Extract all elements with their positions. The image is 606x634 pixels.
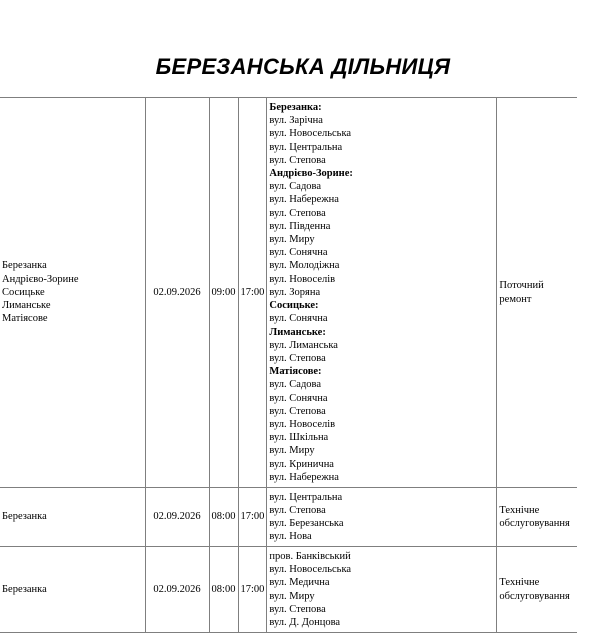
village-name: Андрієво-Зорине — [2, 273, 79, 285]
village-name: Матіясове — [2, 313, 48, 325]
streets-cell — [267, 488, 497, 547]
street-name: вул. Степова — [269, 154, 326, 166]
villages-cell — [0, 98, 145, 488]
time-from-cell: 08:00 — [209, 547, 238, 633]
street-name: вул. Миру — [269, 445, 315, 457]
streets-cell — [267, 98, 497, 488]
street-name: вул. Зарічна — [269, 115, 323, 127]
street-name: вул. Набережна — [269, 194, 339, 206]
date-cell: 02.09.2026 — [145, 547, 209, 633]
village-name: Лиманське — [2, 300, 51, 312]
work-type-text: Технічне — [499, 504, 540, 516]
settlement-heading: Березанка: — [269, 102, 322, 114]
street-name: вул. Степова — [269, 603, 326, 615]
street-name: вул. Степова — [269, 352, 326, 364]
street-name: вул. Лиманська — [269, 339, 338, 351]
street-name: вул. Сонячна — [269, 313, 328, 325]
work-type-cell — [497, 488, 577, 547]
page-title: БЕРЕЗАНСЬКА ДІЛЬНИЦЯ — [155, 54, 451, 79]
table-row — [0, 98, 577, 488]
work-type-text: Технічне — [499, 577, 540, 589]
time-from-cell: 09:00 — [209, 98, 238, 488]
street-name: вул. Садова — [269, 181, 322, 193]
street-name: вул. Д. Донцова — [269, 616, 341, 628]
settlement-heading: Сосицьке: — [269, 300, 319, 312]
time-to-cell: 17:00 — [238, 547, 267, 633]
village-name: Березанка — [2, 511, 47, 523]
village-name: Сосицьке — [2, 286, 45, 298]
street-name: вул. Новоселів — [269, 273, 336, 285]
settlement-heading: Андрієво-Зорине: — [269, 168, 353, 180]
date-cell: 02.09.2026 — [145, 98, 209, 488]
settlement-heading: Лиманське: — [269, 326, 326, 338]
street-name: вул. Шкільна — [269, 432, 329, 444]
street-name: вул. Миру — [269, 590, 315, 602]
work-type-text: обслуговування — [499, 518, 570, 529]
work-type-cell — [497, 98, 577, 488]
street-name: вул. Степова — [269, 504, 326, 516]
street-name: вул. Молодіжна — [269, 260, 340, 272]
street-name: вул. Садова — [269, 379, 322, 391]
street-name: вул. Зоряна — [269, 286, 321, 298]
streets-cell — [267, 547, 497, 633]
street-name: вул. Сонячна — [269, 392, 328, 404]
street-name: вул. Миру — [269, 234, 315, 246]
street-name: вул. Кринична — [269, 458, 334, 470]
date-cell: 02.09.2026 — [145, 488, 209, 547]
street-name: вул. Степова — [269, 405, 326, 417]
work-type-text: Поточний — [499, 280, 544, 292]
outage-schedule-table — [0, 97, 577, 633]
street-name: вул. Нова — [269, 531, 312, 543]
time-to-cell: 17:00 — [238, 488, 267, 547]
street-name: вул. Медична — [269, 577, 330, 589]
table-row — [0, 547, 577, 633]
street-name: вул. Центральна — [269, 141, 343, 153]
village-name: Березанка — [2, 583, 47, 595]
time-from-cell: 08:00 — [209, 488, 238, 547]
street-name: вул. Південна — [269, 220, 331, 232]
villages-cell — [0, 547, 145, 633]
street-name: пров. Банківський — [269, 550, 351, 562]
street-name: вул. Сонячна — [269, 247, 328, 259]
street-name: вул. Новосельська — [269, 128, 352, 140]
street-name: вул. Набережна — [269, 471, 339, 483]
street-name: вул. Новосельська — [269, 564, 352, 576]
work-type-cell — [497, 547, 577, 633]
street-name: вул. Березанська — [269, 518, 344, 529]
table-row — [0, 488, 577, 547]
street-name: вул. Новоселів — [269, 418, 336, 430]
work-type-text: обслуговування — [499, 590, 570, 602]
street-name: вул. Степова — [269, 207, 326, 219]
street-name: вул. Центральна — [269, 491, 343, 503]
work-type-text: ремонт — [499, 293, 532, 305]
village-name: Березанка — [2, 260, 47, 272]
villages-cell — [0, 488, 145, 547]
time-to-cell: 17:00 — [238, 98, 267, 488]
settlement-heading: Матіясове: — [269, 366, 322, 378]
